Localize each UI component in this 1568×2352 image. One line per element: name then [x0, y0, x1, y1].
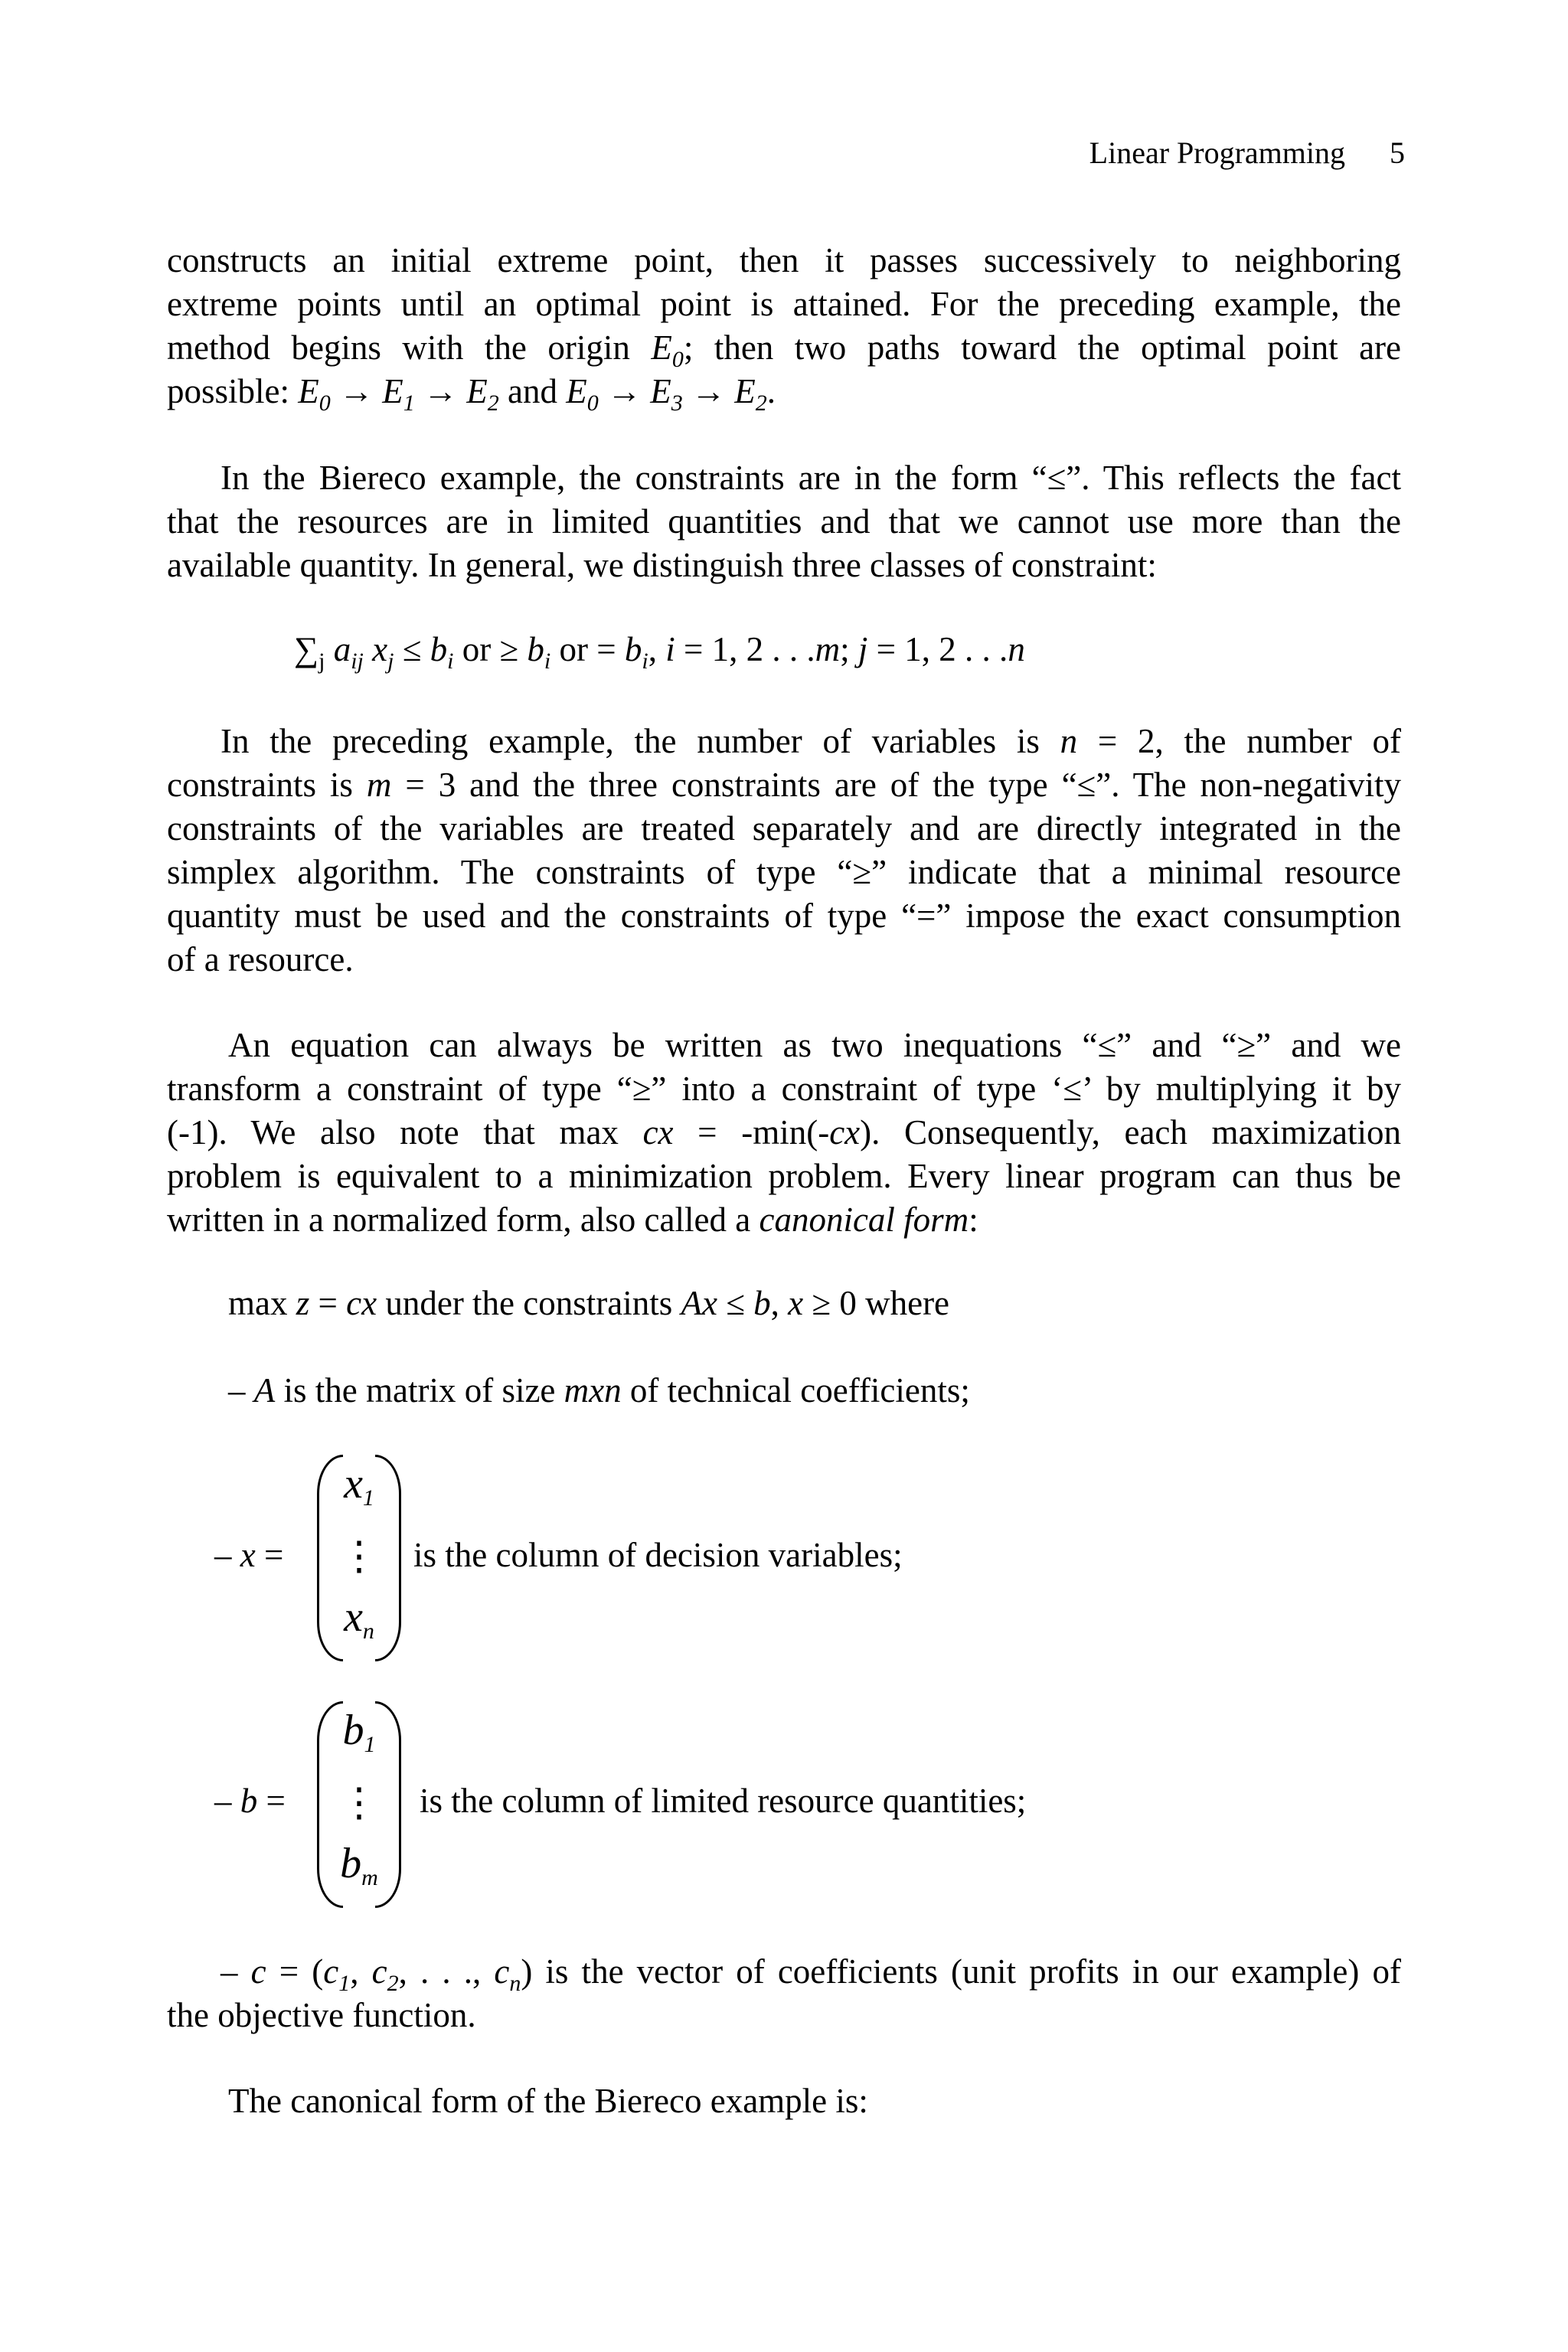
text-line: constraints of the variables are treated separately and are directly integrated in the: [167, 809, 1401, 848]
definition-matrix-A: – A is the matrix of size mxn of technical coefficients;: [228, 1371, 970, 1410]
text-line: In the Biereco example, the constraints are in the form “≤”. This reflects the fact: [220, 459, 1401, 497]
text-line: extreme points until an optimal point is attained. For the preceding example, the: [167, 285, 1401, 323]
text-line: In the preceding example, the number of variables is n = 2, the number of: [220, 722, 1401, 760]
text-line: possible: $E_0 \to E_1 \to E_2$ and $E_0 \to E_3 \to E_2$.: [167, 372, 776, 416]
definition-vector-b-text: is the column of limited resource quantities;: [420, 1782, 1027, 1820]
text-line: of a resource.: [167, 940, 354, 978]
text-line: (-1). We also note that max cx = -min(-cx). Consequently, each maximization: [167, 1113, 1401, 1152]
text-line: available quantity. In general, we distinguish three classes of constraint:: [167, 546, 1157, 584]
paragraph-simplex-method: [167, 239, 1401, 416]
vector-entry-bottom: $b_m$: [340, 1840, 378, 1890]
text-line: problem is equivalent to a minimization problem. Every linear program can thus be: [167, 1157, 1401, 1195]
vector-entry-bottom: $x_n$: [344, 1593, 374, 1644]
running-title: Linear Programming: [1089, 136, 1345, 170]
vector-entry-top: $x_1$: [344, 1460, 374, 1511]
canonical-form-statement: max z = cx under the constraints Ax ≤ b, x ≥ 0 where: [228, 1284, 950, 1322]
text-line: – $c = (c_1$, $c_2$, . . ., $c_n$) is the vector of coefficients (unit profits in our example) of: [220, 1952, 1402, 1996]
vector-entry-top: $b_1$: [342, 1707, 376, 1757]
closing-sentence: The canonical form of the Biereco example is:: [228, 2082, 868, 2120]
text-line: constructs an initial extreme point, then it passes successively to neighboring: [167, 241, 1401, 279]
definition-vector-x-text: is the column of decision variables;: [413, 1536, 903, 1574]
column-vector-b: [317, 1701, 401, 1908]
paragraph-constraint-classes: [167, 456, 1401, 587]
text-line: transform a constraint of type “≥” into a constraint of type ‘≤’ by multiplying it by: [167, 1070, 1401, 1108]
constraint-equation: $\sum_j$ $a_{ij}$ $x_j \le b_i$ or ≥ $b_i$ or = $b_i$, i = 1, 2 . . .m; j = 1, 2 . . .n: [294, 630, 1025, 674]
running-header: [1089, 135, 1405, 171]
definition-vector-c: [167, 1950, 1401, 2037]
text-line: the objective function.: [167, 1996, 476, 2034]
definition-vector-x-lhs: – x =: [214, 1536, 284, 1574]
text-line: that the resources are in limited quantities and that we cannot use more than the: [167, 502, 1401, 541]
text-line: written in a normalized form, also called a canonical form:: [167, 1200, 978, 1239]
column-vector-x: [317, 1455, 401, 1661]
text-line: constraints is m = 3 and the three constraints are of the type “≤”. The non-negativity: [167, 766, 1401, 804]
vertical-ellipsis: ⋮: [339, 1535, 379, 1579]
paragraph-canonical-intro: [167, 1024, 1401, 1242]
text-line: method begins with the origin $E_0$; then two paths toward the optimal point are: [167, 328, 1401, 372]
vertical-ellipsis: ⋮: [339, 1782, 379, 1825]
definition-vector-b-lhs: – b =: [214, 1782, 286, 1820]
text-line: simplex algorithm. The constraints of type “≥” indicate that a minimal resource: [167, 853, 1401, 891]
text-line: quantity must be used and the constraints of type “=” impose the exact consumption: [167, 897, 1401, 935]
paragraph-preceding-example: [167, 720, 1401, 982]
text-line: An equation can always be written as two inequations “≤” and “≥” and we: [228, 1026, 1401, 1064]
page-number: 5: [1390, 136, 1405, 170]
